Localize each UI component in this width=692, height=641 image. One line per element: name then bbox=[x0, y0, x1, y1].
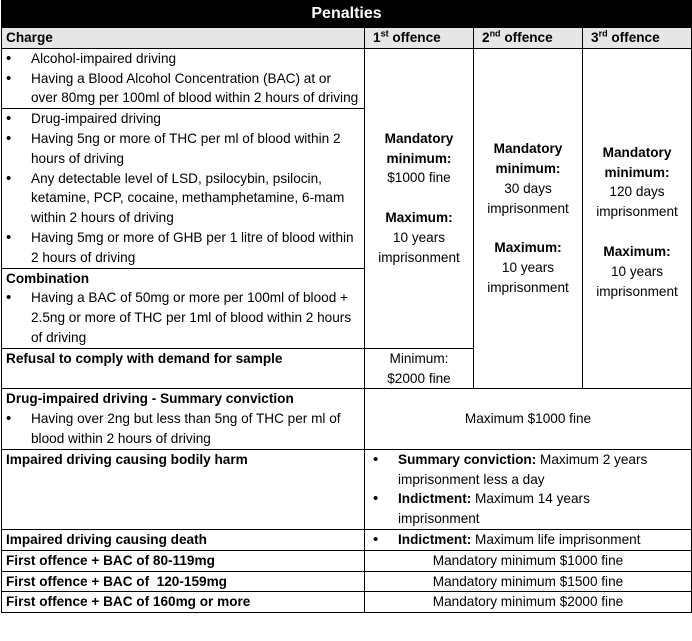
header-row bbox=[2, 28, 692, 49]
list-item: • Summary conviction: Maximum 2 years imprisonment less a day bbox=[373, 450, 671, 490]
table-title: Penalties bbox=[2, 1, 692, 28]
bac-80-119-penalty: Mandatory minimum $1000 fine bbox=[365, 550, 692, 571]
second-offence-penalty bbox=[474, 48, 583, 389]
list-item: • Any detectable level of LSD, psilocybin, psilocin, ketamine, PCP, cocaine, methamphetamine, 6-mam within 2 hours of driving bbox=[6, 169, 360, 228]
charge-bac-120-159: First offence + BAC of 120-159mg bbox=[2, 571, 365, 592]
summary-drug-penalty: Maximum $1000 fine bbox=[365, 389, 692, 449]
charge-refusal: Refusal to comply with demand for sample bbox=[2, 348, 365, 389]
charge-drug bbox=[2, 109, 365, 268]
table-row bbox=[2, 529, 692, 550]
header-charge: Charge bbox=[2, 28, 365, 49]
bodily-harm-penalty bbox=[365, 449, 692, 529]
table-row bbox=[2, 550, 692, 571]
charge-bac-160-plus: First offence + BAC of 160mg or more bbox=[2, 592, 365, 613]
third-min-value: 120 days imprisonment bbox=[596, 184, 678, 220]
table-row bbox=[2, 48, 692, 108]
list-item: • Having a BAC of 50mg or more per 100ml of blood + 2.5ng or more of THC per 1ml of blood within 2 hours of driving bbox=[6, 288, 360, 347]
list-item: • Drug-impaired driving bbox=[6, 109, 360, 129]
second-max-value: 10 years imprisonment bbox=[487, 260, 569, 296]
third-offence-penalty bbox=[583, 48, 692, 389]
combination-heading: Combination bbox=[6, 270, 90, 286]
charge-alcohol bbox=[2, 48, 365, 108]
third-max-value: 10 years imprisonment bbox=[596, 263, 678, 299]
list-item: • Indictment: Maximum life imprisonment bbox=[373, 530, 687, 550]
first-max-value: 10 years imprisonment bbox=[378, 230, 460, 265]
first-max-label: Maximum: bbox=[385, 210, 453, 226]
death-penalty bbox=[365, 529, 692, 550]
third-max-label: Maximum: bbox=[603, 243, 671, 259]
first-offence-penalty bbox=[365, 48, 474, 348]
charge-bodily-harm: Impaired driving causing bodily harm bbox=[2, 449, 365, 529]
list-item: • Having 5mg or more of GHB per 1 litre of blood within 2 hours of driving bbox=[6, 228, 360, 268]
first-min-label: Mandatory minimum: bbox=[384, 130, 454, 166]
penalties-table bbox=[1, 0, 692, 613]
second-min-label: Mandatory minimum: bbox=[493, 141, 563, 177]
bac-160-plus-penalty: Mandatory minimum $2000 fine bbox=[365, 592, 692, 613]
charge-bac-80-119: First offence + BAC of 80-119mg bbox=[2, 550, 365, 571]
list-item: • Having 5ng or more of THC per ml of blood within 2 hours of driving bbox=[6, 129, 360, 169]
summary-drug-heading: Drug-impaired driving - Summary conviction bbox=[6, 391, 294, 407]
charge-death: Impaired driving causing death bbox=[2, 529, 365, 550]
third-min-label: Mandatory minimum: bbox=[602, 144, 672, 180]
bac-120-159-penalty: Mandatory minimum $1500 fine bbox=[365, 571, 692, 592]
table-row bbox=[2, 571, 692, 592]
title-row bbox=[2, 1, 692, 28]
list-item: • Indictment: Maximum 14 years imprisonment bbox=[373, 489, 671, 529]
table-row bbox=[2, 592, 692, 613]
first-min-value: $1000 fine bbox=[387, 170, 451, 186]
list-item: • Alcohol-impaired driving bbox=[6, 49, 360, 69]
charge-combination bbox=[2, 268, 365, 348]
charge-summary-drug bbox=[2, 389, 365, 449]
header-second-offence: 2nd offence bbox=[474, 28, 583, 49]
list-item: • Having over 2ng but less than 5ng of THC per ml of blood within 2 hours of driving bbox=[6, 409, 360, 449]
table-row bbox=[2, 449, 692, 529]
refusal-first-penalty: Minimum: $2000 fine bbox=[365, 348, 474, 389]
second-max-label: Maximum: bbox=[494, 240, 562, 256]
table-row bbox=[2, 389, 692, 449]
header-third-offence: 3rd offence bbox=[583, 28, 692, 49]
list-item: • Having a Blood Alcohol Concentration (BAC) at or over 80mg per 100ml of blood within 2 hours of driving bbox=[6, 69, 360, 109]
header-first-offence: 1st offence bbox=[365, 28, 474, 49]
second-min-value: 30 days imprisonment bbox=[487, 180, 569, 216]
